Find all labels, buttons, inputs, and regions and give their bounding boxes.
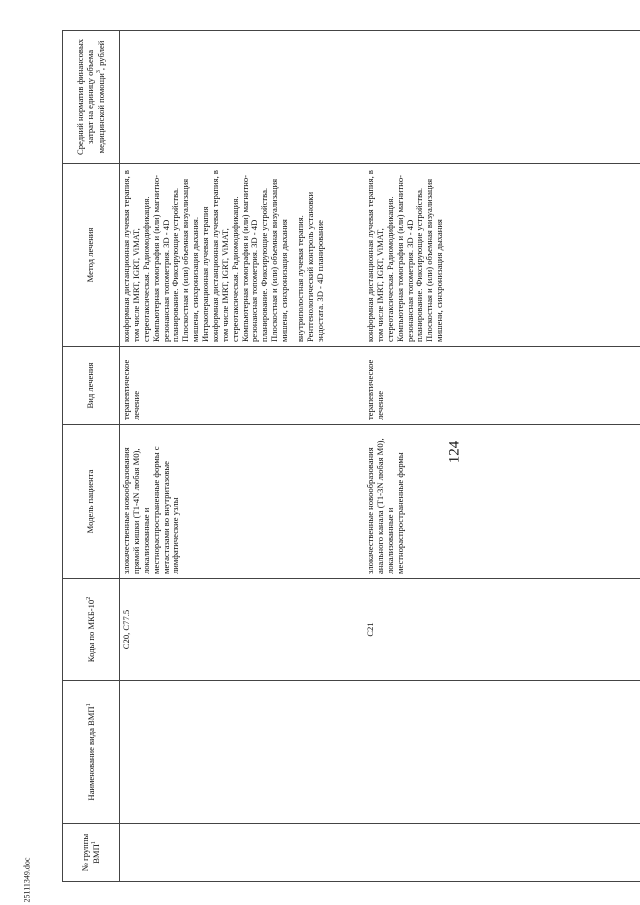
table-row bbox=[120, 31, 365, 882]
cell-cost bbox=[364, 31, 640, 164]
cell-group bbox=[364, 824, 640, 882]
cell-codes: C20, C77.5 bbox=[120, 579, 365, 681]
header-group: № группы ВМП$^1$ bbox=[63, 824, 120, 882]
cell-treatment: терапевтическое лечение bbox=[364, 347, 640, 425]
method-text: внутриполостная лучевая терапия. Рентгенологический контроль установки эндостата. 3D - 4D планирование bbox=[294, 191, 325, 342]
method-text: конформная дистанционная лучевая терапия, в том числе IMRT, IGRT, ViMAT, стереотаксическая. Радиомодификация. Компьютерная томография и (или) магнитно-резонансная топометрия. 3D - 4D планирование. Фиксирующие устройства. Плоскостная и (или) объемная визуализация мишени, синхронизация дыхания bbox=[209, 170, 289, 342]
cell-name bbox=[120, 681, 365, 824]
table-container bbox=[62, 31, 630, 882]
cell-group bbox=[120, 824, 365, 882]
page-number: 124 bbox=[446, 440, 463, 464]
cell-method bbox=[120, 164, 365, 347]
header-cost: Средний норматив финансовых затрат на единицу объема медицинской помощи$^3$, рублей bbox=[63, 31, 120, 164]
header-name: Наименование вида ВМП$^1$ bbox=[63, 681, 120, 824]
treatment-table bbox=[62, 30, 640, 882]
header-row bbox=[63, 31, 120, 882]
document-id: 25111349.doc bbox=[22, 857, 32, 903]
method-text: конформная дистанционная лучевая терапия, в том числе IMRT, IGRT, ViMAT, стереотаксическая. Радиомодификация. Компьютерная томография и (или) магнитно-резонансная топометрия. 3D - 4D планирование. Фиксирующие устройства. Плоскостная и (или) объемная визуализация мишени, синхронизация дыхания bbox=[365, 170, 445, 342]
header-method: Метод лечения bbox=[63, 164, 120, 347]
cell-name bbox=[364, 681, 640, 824]
cell-model: злокачественные новообразования прямой кишки (T1-4N любая M0), локализованные и местнораспространенные формы с метастазами во внутритазовые лимфатические узлы bbox=[120, 425, 365, 579]
cell-cost bbox=[120, 31, 365, 164]
method-text: Интраоперационная лучевая терапия bbox=[200, 206, 210, 342]
header-codes: Коды по МКБ-$10^2$ bbox=[63, 579, 120, 681]
header-treatment: Вид лечения bbox=[63, 347, 120, 425]
method-text: конформная дистанционная лучевая терапия, в том числе IMRT, IGRT, ViMAT, стереотаксическая. Радиомодификация. Компьютерная томография и (или) магнитно-резонансная топометрия. 3D - 4D планирование. Фиксирующие устройства. Плоскостная и (или) объемная визуализация мишени, синхронизация дыхания. bbox=[121, 170, 201, 342]
rotated-table bbox=[62, 31, 630, 882]
cell-model: злокачественные новообразования анального канала (T1-3N любая M0), локализованные и местнораспространенные формы bbox=[364, 425, 640, 579]
cell-codes: C21 bbox=[364, 579, 640, 681]
header-model: Модель пациента bbox=[63, 425, 120, 579]
cell-method bbox=[364, 164, 640, 347]
cell-treatment: терапевтическое лечение bbox=[120, 347, 365, 425]
table-row bbox=[364, 31, 640, 882]
